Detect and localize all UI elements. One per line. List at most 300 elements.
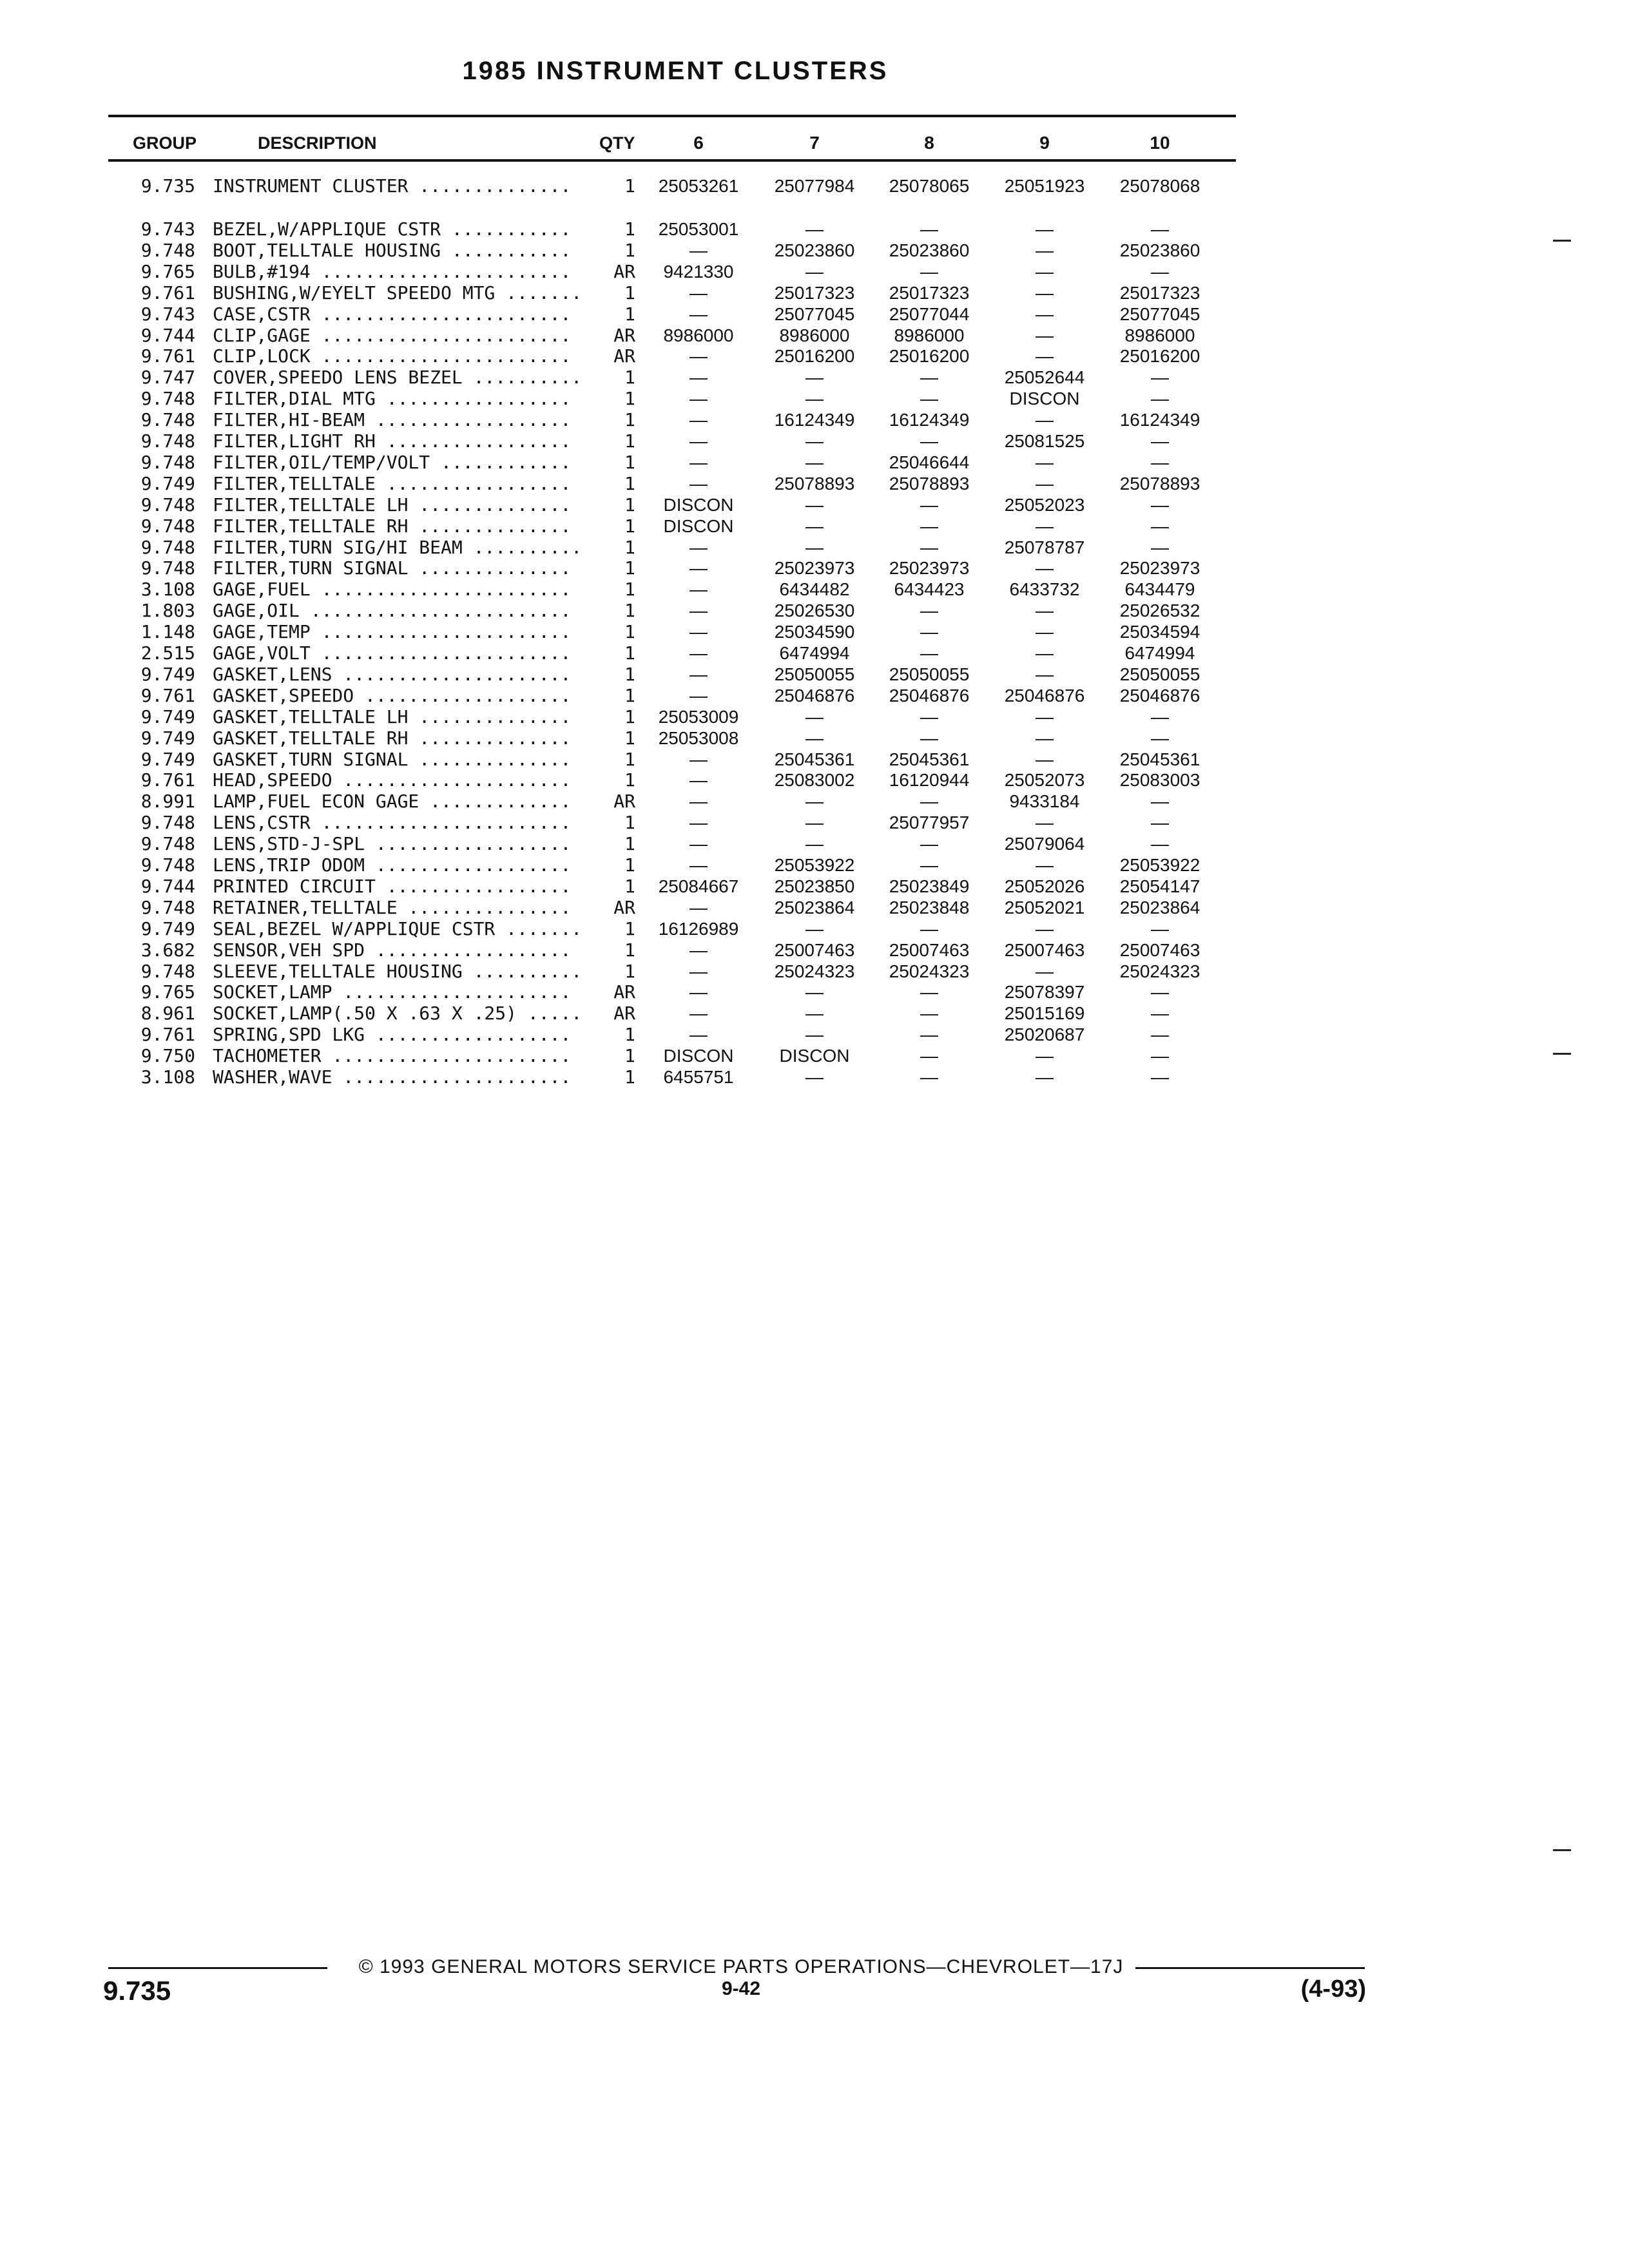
row-qty: 1 — [624, 367, 635, 389]
row-qty: 1 — [624, 812, 635, 834]
row-part-number: 25077045 — [1119, 303, 1200, 324]
row-qty: 1 — [624, 536, 635, 558]
row-group: 9.748 — [140, 239, 195, 261]
row-part-number: — — [689, 749, 708, 769]
row-qty: AR — [613, 896, 635, 918]
row-part-number: 25023864 — [1119, 897, 1200, 918]
row-part-number: — — [689, 770, 708, 791]
row-group: 9.748 — [140, 833, 195, 855]
row-part-number: — — [1036, 1046, 1054, 1066]
row-part-number: 25020687 — [1004, 1024, 1085, 1045]
row-part-number: — — [1151, 494, 1169, 515]
table-row — [0, 261, 1629, 282]
row-part-number: 25053922 — [774, 855, 855, 875]
row-qty: AR — [613, 981, 635, 1003]
table-row — [0, 430, 1629, 452]
row-part-number: — — [1151, 706, 1169, 727]
row-part-number: — — [805, 918, 824, 939]
row-part-number: — — [920, 643, 938, 663]
margin-mark — [1553, 1053, 1571, 1055]
row-qty: 1 — [624, 642, 635, 664]
table-row — [0, 664, 1629, 685]
row-description: CASE,CSTR ....................... — [213, 303, 572, 325]
row-part-number: 6474994 — [1124, 643, 1195, 663]
row-part-number: 25079064 — [1004, 834, 1085, 854]
row-qty: 1 — [624, 748, 635, 770]
row-qty: 1 — [624, 579, 635, 601]
row-part-number: DISCON — [663, 494, 734, 515]
row-description: GAGE,VOLT ....................... — [213, 642, 572, 664]
row-qty: 1 — [624, 1024, 635, 1046]
row-part-number: 25078787 — [1004, 537, 1085, 557]
row-part-number: — — [689, 558, 708, 579]
table-row — [0, 1045, 1629, 1066]
row-part-number: — — [689, 1003, 708, 1024]
row-part-number: 25024323 — [1119, 961, 1200, 981]
row-group: 9.748 — [140, 388, 195, 410]
row-part-number: — — [920, 1003, 938, 1024]
table-row — [0, 833, 1629, 854]
footer-rule-left — [108, 1967, 327, 1969]
row-qty: 1 — [624, 854, 635, 876]
row-qty: 1 — [624, 472, 635, 494]
row-description: GAGE,FUEL ....................... — [213, 579, 572, 601]
row-part-number: — — [689, 1024, 708, 1045]
row-part-number: — — [1151, 1003, 1169, 1024]
row-part-number: 25046876 — [1004, 685, 1085, 706]
row-qty: 1 — [624, 833, 635, 855]
table-row — [0, 409, 1629, 430]
table-row — [0, 557, 1629, 579]
footer-copyright: © 1993 GENERAL MOTORS SERVICE PARTS OPERATIONS—CHEVROLET—17J — [358, 1956, 1124, 1977]
margin-mark — [1553, 1849, 1571, 1851]
row-part-number: 25078068 — [1119, 176, 1200, 196]
row-part-number: — — [920, 1046, 938, 1066]
row-part-number: — — [805, 1024, 824, 1045]
row-part-number: 25023848 — [889, 897, 970, 918]
row-part-number: — — [805, 219, 824, 239]
row-part-number: 25050055 — [889, 664, 970, 684]
row-part-number: 25023860 — [1119, 240, 1200, 260]
row-part-number: 6434479 — [1124, 579, 1195, 600]
row-part-number: — — [920, 261, 938, 282]
row-description: BULB,#194 ....................... — [213, 260, 572, 282]
row-description: COVER,SPEEDO LENS BEZEL .......... — [213, 367, 583, 389]
row-part-number: 9433184 — [1009, 791, 1080, 812]
row-part-number: — — [1036, 282, 1054, 303]
row-part-number: — — [1151, 389, 1169, 409]
row-part-number: — — [1151, 834, 1169, 854]
row-part-number: — — [1151, 537, 1169, 557]
row-part-number: — — [689, 664, 708, 684]
row-part-number: — — [920, 622, 938, 642]
row-part-number: — — [1151, 219, 1169, 239]
row-part-number: — — [1151, 727, 1169, 748]
row-part-number: DISCON — [779, 1046, 850, 1066]
row-part-number: 25084667 — [658, 876, 739, 896]
row-part-number: 8986000 — [1124, 325, 1195, 345]
table-row — [0, 345, 1629, 367]
row-part-number: — — [689, 643, 708, 663]
row-group: 1.803 — [140, 600, 195, 622]
row-group: 9.748 — [140, 557, 195, 579]
row-part-number: 25017323 — [1119, 282, 1200, 303]
row-part-number: — — [805, 706, 824, 727]
row-description: TACHOMETER ...................... — [213, 1045, 572, 1067]
row-part-number: 16124349 — [1119, 410, 1200, 430]
row-qty: AR — [613, 345, 635, 367]
row-part-number: 25078397 — [1004, 982, 1085, 1003]
row-description: FILTER,OIL/TEMP/VOLT ............ — [213, 451, 572, 473]
table-row — [0, 537, 1629, 558]
row-part-number: — — [1151, 452, 1169, 472]
row-group: 9.748 — [140, 451, 195, 473]
row-group: 3.108 — [140, 1066, 195, 1088]
table-row — [0, 727, 1629, 749]
row-description: INSTRUMENT CLUSTER .............. — [213, 175, 572, 197]
row-part-number: 25023850 — [774, 876, 855, 896]
table-row — [0, 981, 1629, 1003]
table-row — [0, 749, 1629, 770]
row-part-number: — — [1036, 749, 1054, 769]
table-row — [0, 367, 1629, 388]
row-part-number: — — [1036, 1067, 1054, 1087]
row-part-number: — — [1036, 558, 1054, 579]
row-group: 9.761 — [140, 345, 195, 367]
row-description: GASKET,TURN SIGNAL .............. — [213, 748, 572, 770]
row-part-number: — — [1036, 240, 1054, 260]
row-part-number: — — [1036, 325, 1054, 345]
row-description: LAMP,FUEL ECON GAGE ............. — [213, 791, 572, 812]
row-part-number: 25007463 — [774, 939, 855, 960]
row-description: GASKET,SPEEDO ................... — [213, 684, 572, 706]
header-col-10: 10 — [1150, 133, 1170, 153]
row-description: BEZEL,W/APPLIQUE CSTR ........... — [213, 218, 572, 240]
row-part-number: 25045361 — [1119, 749, 1200, 769]
table-row — [0, 600, 1629, 621]
row-description: FILTER,TELLTALE RH .............. — [213, 515, 572, 537]
row-description: SLEEVE,TELLTALE HOUSING .......... — [213, 960, 583, 982]
row-part-number: — — [689, 410, 708, 430]
row-part-number: 25024323 — [889, 961, 970, 981]
row-part-number: 25053922 — [1119, 855, 1200, 875]
row-part-number: — — [1151, 1046, 1169, 1066]
row-group: 9.744 — [140, 324, 195, 346]
row-part-number: — — [689, 834, 708, 854]
row-qty: 1 — [624, 621, 635, 643]
table-row — [0, 473, 1629, 494]
row-description: CLIP,LOCK ....................... — [213, 345, 572, 367]
row-part-number: — — [805, 812, 824, 833]
table-row — [0, 642, 1629, 664]
row-part-number: — — [1036, 410, 1054, 430]
row-group: 9.748 — [140, 430, 195, 452]
row-qty: 1 — [624, 727, 635, 749]
top-rule — [108, 115, 1236, 117]
row-part-number: 25034594 — [1119, 622, 1200, 642]
row-part-number: — — [805, 452, 824, 472]
row-part-number: — — [1151, 1024, 1169, 1045]
row-part-number: — — [1151, 812, 1169, 833]
row-part-number: — — [1151, 515, 1169, 536]
row-part-number: — — [1151, 982, 1169, 1003]
row-qty: 1 — [624, 409, 635, 431]
row-part-number: — — [689, 240, 708, 260]
row-part-number: 8986000 — [663, 325, 734, 345]
row-part-number: — — [1151, 431, 1169, 451]
row-part-number: 25050055 — [1119, 664, 1200, 684]
row-part-number: — — [1036, 622, 1054, 642]
row-part-number: — — [805, 791, 824, 812]
row-part-number: 25007463 — [889, 939, 970, 960]
row-group: 9.748 — [140, 896, 195, 918]
row-part-number: — — [805, 834, 824, 854]
row-qty: 1 — [624, 451, 635, 473]
row-part-number: — — [1151, 918, 1169, 939]
row-qty: 1 — [624, 218, 635, 240]
row-part-number: — — [689, 452, 708, 472]
row-part-number: 25077044 — [889, 303, 970, 324]
row-group: 9.748 — [140, 536, 195, 558]
row-description: CLIP,GAGE ....................... — [213, 324, 572, 346]
margin-mark — [1553, 240, 1571, 242]
footer-page-number: 9-42 — [721, 1978, 761, 1999]
row-part-number: DISCON — [1009, 389, 1080, 409]
row-description: BOOT,TELLTALE HOUSING ........... — [213, 239, 572, 261]
row-description: SEAL,BEZEL W/APPLIQUE CSTR ....... — [213, 918, 583, 939]
table-row — [0, 769, 1629, 791]
table-row — [0, 621, 1629, 642]
row-part-number: — — [1151, 261, 1169, 282]
row-part-number: — — [689, 961, 708, 981]
row-description: FILTER,TURN SIGNAL .............. — [213, 557, 572, 579]
row-part-number: — — [805, 1067, 824, 1087]
table-row — [0, 939, 1629, 961]
row-qty: 1 — [624, 663, 635, 685]
header-col-7: 7 — [809, 133, 820, 153]
row-part-number: 25016200 — [889, 346, 970, 367]
table-row — [0, 1003, 1629, 1024]
row-group: 9.748 — [140, 854, 195, 876]
row-part-number: — — [689, 346, 708, 367]
row-part-number: 25023973 — [774, 558, 855, 579]
row-description: GAGE,TEMP ....................... — [213, 621, 572, 643]
row-part-number: 6433732 — [1009, 579, 1080, 600]
row-part-number: — — [805, 982, 824, 1003]
row-group: 9.750 — [140, 1045, 195, 1067]
row-description: FILTER,LIGHT RH ................. — [213, 430, 572, 452]
row-part-number: — — [1036, 918, 1054, 939]
row-part-number: 25017323 — [774, 282, 855, 303]
row-part-number: — — [1036, 706, 1054, 727]
row-part-number: 25017323 — [889, 282, 970, 303]
row-part-number: 25007463 — [1119, 939, 1200, 960]
row-group: 8.991 — [140, 791, 195, 812]
table-row — [0, 791, 1629, 812]
row-part-number: — — [1036, 473, 1054, 494]
row-description: BUSHING,W/EYELT SPEEDO MTG ....... — [213, 282, 583, 303]
row-part-number: 25052073 — [1004, 770, 1085, 791]
row-qty: AR — [613, 791, 635, 812]
row-part-number: 25046876 — [774, 685, 855, 706]
row-part-number: 16120944 — [889, 770, 970, 791]
row-part-number: — — [920, 431, 938, 451]
row-part-number: — — [689, 897, 708, 918]
row-part-number: 25083002 — [774, 770, 855, 791]
table-row — [0, 388, 1629, 409]
row-group: 3.682 — [140, 939, 195, 961]
row-description: WASHER,WAVE ..................... — [213, 1066, 572, 1088]
row-qty: 1 — [624, 175, 635, 197]
row-part-number: 25007463 — [1004, 939, 1085, 960]
row-description: FILTER,TELLTALE LH .............. — [213, 494, 572, 515]
table-row — [0, 579, 1629, 600]
row-part-number: 6474994 — [779, 643, 850, 663]
row-part-number: 25046644 — [889, 452, 970, 472]
row-part-number: — — [689, 367, 708, 388]
row-part-number: 6455751 — [663, 1067, 734, 1087]
row-group: 9.749 — [140, 748, 195, 770]
row-part-number: 25081525 — [1004, 431, 1085, 451]
row-part-number: 16126989 — [658, 918, 739, 939]
row-group: 9.743 — [140, 218, 195, 240]
row-part-number: 25023864 — [774, 897, 855, 918]
header-group: GROUP — [133, 133, 197, 153]
row-part-number: 25053001 — [658, 219, 739, 239]
page-title: 1985 INSTRUMENT CLUSTERS — [462, 57, 889, 85]
row-part-number: — — [1036, 664, 1054, 684]
row-part-number: — — [805, 389, 824, 409]
row-group: 9.749 — [140, 663, 195, 685]
footer-group-number: 9.735 — [103, 1975, 171, 2006]
row-part-number: — — [689, 982, 708, 1003]
table-row — [0, 961, 1629, 982]
row-qty: 1 — [624, 515, 635, 537]
header-col-8: 8 — [924, 133, 934, 153]
row-part-number: 8986000 — [779, 325, 850, 345]
row-part-number: — — [1036, 219, 1054, 239]
row-group: 9.748 — [140, 960, 195, 982]
row-part-number: 25052644 — [1004, 367, 1085, 388]
row-description: HEAD,SPEEDO ..................... — [213, 769, 572, 791]
table-row — [0, 515, 1629, 537]
row-qty: 1 — [624, 918, 635, 939]
row-part-number: — — [920, 219, 938, 239]
row-group: 9.748 — [140, 494, 195, 515]
row-part-number: — — [689, 282, 708, 303]
row-group: 9.761 — [140, 1024, 195, 1046]
table-row — [0, 685, 1629, 706]
row-description: SENSOR,VEH SPD .................. — [213, 939, 572, 961]
row-part-number: 25023860 — [889, 240, 970, 260]
row-qty: 1 — [624, 1066, 635, 1088]
row-part-number: — — [1036, 261, 1054, 282]
row-part-number: 25026532 — [1119, 601, 1200, 621]
row-group: 9.744 — [140, 875, 195, 897]
row-group: 9.748 — [140, 409, 195, 431]
table-row — [0, 494, 1629, 515]
table-row — [0, 325, 1629, 346]
row-part-number: — — [805, 261, 824, 282]
row-part-number: DISCON — [663, 1046, 734, 1066]
row-part-number: — — [920, 515, 938, 536]
row-part-number: — — [920, 1024, 938, 1045]
footer-revision-date: (4-93) — [1300, 1975, 1366, 2003]
row-qty: 1 — [624, 600, 635, 622]
row-part-number: — — [1036, 515, 1054, 536]
row-part-number: DISCON — [663, 515, 734, 536]
table-row — [0, 854, 1629, 876]
row-part-number: — — [920, 791, 938, 812]
row-qty: AR — [613, 260, 635, 282]
row-part-number: 25046876 — [889, 685, 970, 706]
header-rule — [108, 159, 1236, 162]
row-part-number: 25077045 — [774, 303, 855, 324]
row-description: SOCKET,LAMP(.50 X .63 X .25) ..... — [213, 1003, 583, 1024]
row-part-number: — — [689, 473, 708, 494]
row-part-number: 25015169 — [1004, 1003, 1085, 1024]
table-row — [0, 918, 1629, 939]
row-description: RETAINER,TELLTALE ............... — [213, 896, 572, 918]
row-part-number: 25050055 — [774, 664, 855, 684]
table-row — [0, 282, 1629, 303]
row-part-number: — — [920, 834, 938, 854]
row-part-number: — — [1036, 727, 1054, 748]
row-part-number: — — [689, 939, 708, 960]
row-part-number: — — [689, 685, 708, 706]
table-row — [0, 876, 1629, 897]
row-description: FILTER,DIAL MTG ................. — [213, 388, 572, 410]
row-part-number: — — [920, 389, 938, 409]
row-part-number: 25045361 — [774, 749, 855, 769]
row-part-number: — — [920, 367, 938, 388]
row-part-number: 25083003 — [1119, 770, 1200, 791]
row-qty: 1 — [624, 239, 635, 261]
row-part-number: 25023860 — [774, 240, 855, 260]
row-part-number: — — [689, 791, 708, 812]
row-part-number: — — [920, 1067, 938, 1087]
row-group: 9.749 — [140, 727, 195, 749]
row-group: 9.743 — [140, 303, 195, 325]
row-qty: 1 — [624, 684, 635, 706]
table-row — [0, 1066, 1629, 1088]
row-description: GAGE,OIL ........................ — [213, 600, 572, 622]
row-part-number: — — [920, 727, 938, 748]
row-qty: 1 — [624, 303, 635, 325]
row-part-number: — — [920, 706, 938, 727]
row-qty: 1 — [624, 388, 635, 410]
row-qty: 1 — [624, 1045, 635, 1067]
row-part-number: 25051923 — [1004, 176, 1085, 196]
row-group: 1.148 — [140, 621, 195, 643]
row-part-number: 25053008 — [658, 727, 739, 748]
row-part-number: 25034590 — [774, 622, 855, 642]
row-part-number: — — [805, 431, 824, 451]
row-part-number: 25023973 — [1119, 558, 1200, 579]
row-group: 9.747 — [140, 367, 195, 389]
row-qty: 1 — [624, 769, 635, 791]
row-qty: 1 — [624, 875, 635, 897]
row-group: 8.961 — [140, 1003, 195, 1024]
table-row — [0, 1024, 1629, 1045]
row-group: 2.515 — [140, 642, 195, 664]
row-group: 9.749 — [140, 918, 195, 939]
row-group: 9.748 — [140, 812, 195, 834]
row-part-number: 25078065 — [889, 176, 970, 196]
row-part-number: 16124349 — [774, 410, 855, 430]
row-part-number: — — [689, 812, 708, 833]
row-group: 9.765 — [140, 981, 195, 1003]
